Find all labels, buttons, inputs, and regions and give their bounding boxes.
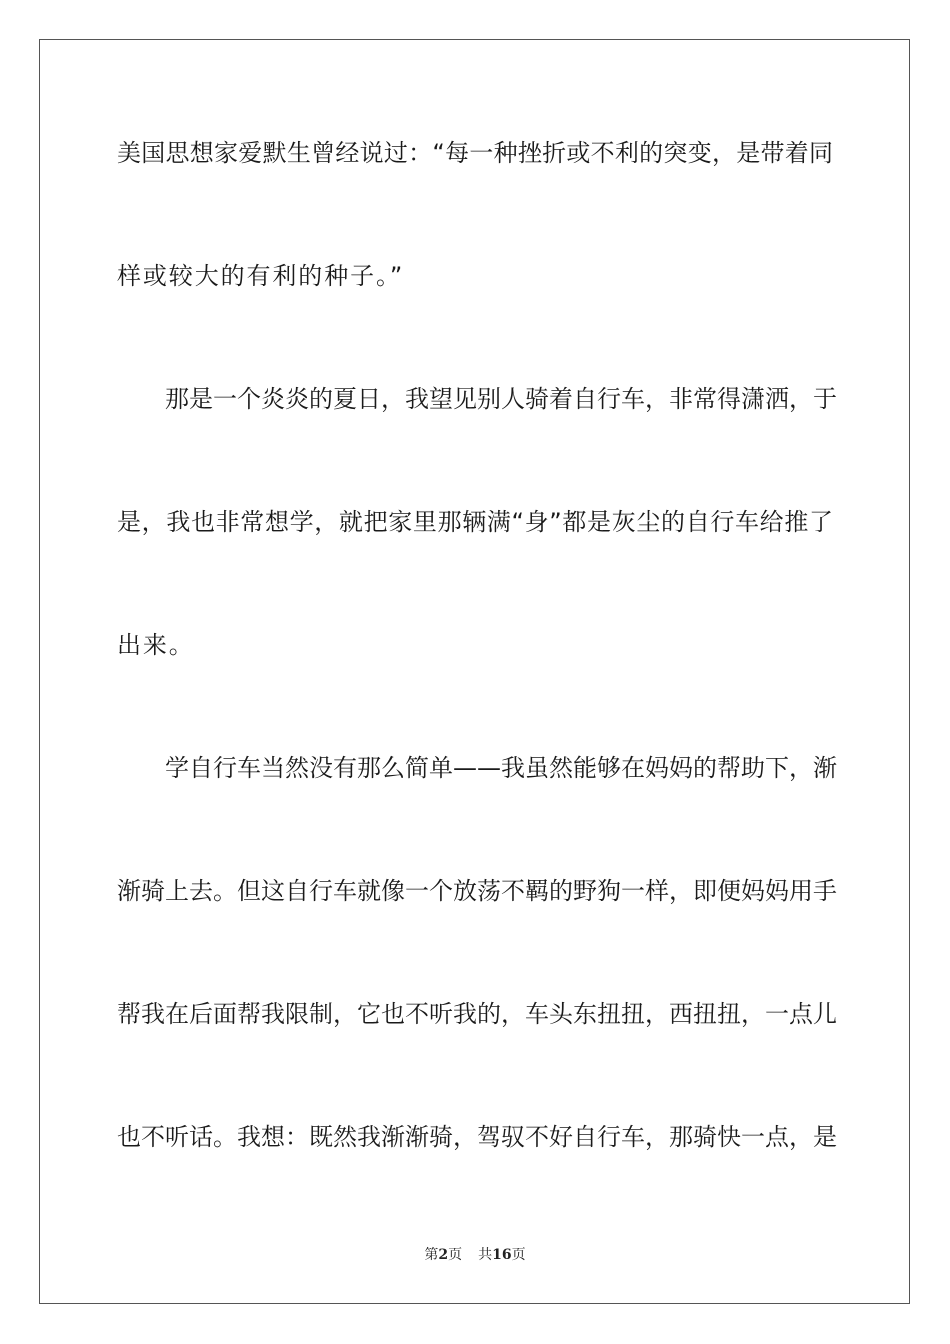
total-suffix: 页 [511, 1247, 526, 1263]
paragraph-line-5: 出来。 [117, 631, 195, 659]
page-border [39, 39, 910, 1304]
paragraph-line-7: 渐骑上去。但这自行车就像一个放荡不羁的野狗一样，即便妈妈用手 [117, 877, 837, 905]
total-pages-number: 16 [492, 1247, 512, 1263]
paragraph-line-6: 学自行车当然没有那么简单——我虽然能够在妈妈的帮助下，渐 [165, 754, 837, 782]
total-prefix: 共 [478, 1247, 493, 1263]
paragraph-line-1: 美国思想家爱默生曾经说过：“每一种挫折或不利的突变，是带着同 [117, 139, 833, 167]
paragraph-line-3: 那是一个炎炎的夏日，我望见别人骑着自行车，非常得潇洒，于 [165, 385, 837, 413]
current-page-number: 2 [438, 1247, 449, 1263]
paragraph-line-4: 是，我也非常想学，就把家里那辆满“身”都是灰尘的自行车给推了 [117, 508, 833, 536]
page-footer [0, 1246, 950, 1264]
page-suffix: 页 [448, 1247, 463, 1263]
paragraph-line-2: 样或较大的有利的种子。” [117, 262, 405, 290]
paragraph-line-9: 也不听话。我想：既然我渐渐骑，驾驭不好自行车，那骑快一点，是 [117, 1123, 837, 1151]
page-prefix: 第 [424, 1247, 439, 1263]
paragraph-line-8: 帮我在后面帮我限制，它也不听我的，车头东扭扭，西扭扭，一点儿 [117, 1000, 837, 1028]
